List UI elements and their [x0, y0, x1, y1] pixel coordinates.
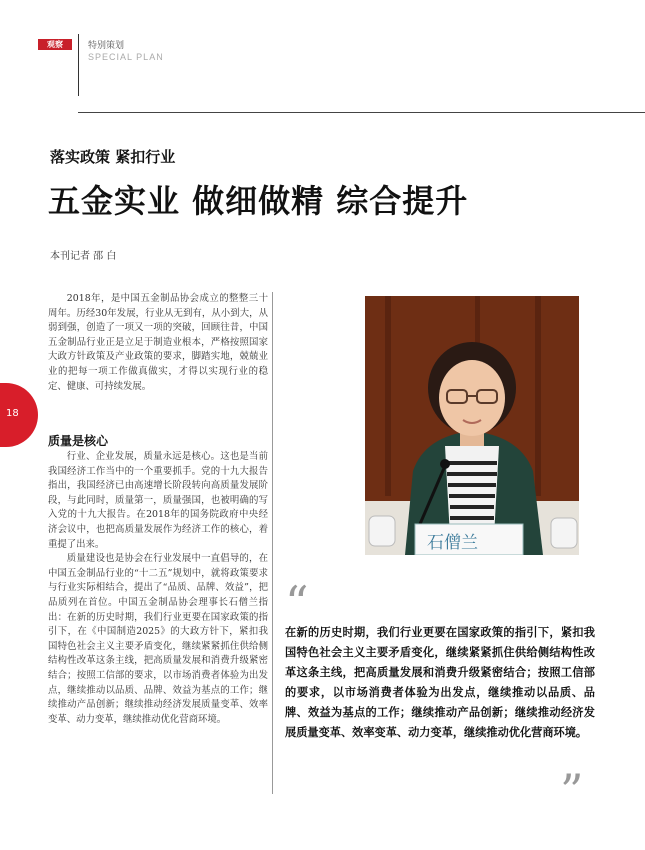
body-column-bottom — [48, 450, 268, 727]
section-tag: 观察 — [38, 39, 72, 50]
close-quote-icon: ” — [560, 764, 584, 818]
article-title: 五金实业 做细做精 综合提升 — [48, 182, 469, 220]
header-rule — [78, 112, 645, 113]
article-kicker: 落实政策 紧扣行业 — [50, 148, 176, 166]
portrait-photo — [365, 296, 579, 555]
paragraph-intro: 2018年，是中国五金制品协会成立的整整三十周年。历经30年发展，行业从无到有，从小到大，从弱到强，创造了一项又一项的突破，回顾往昔，中国五金制品行业正是立足于制造业根本，严格按照国家大政方针政策及产业政策的要求，脚踏实地，兢兢业业的把每一项工作做真做实，才得以实现行业的稳定、健康、可持续发展。 — [48, 293, 268, 392]
page-number: 18 — [6, 408, 19, 419]
pull-quote: 在新的历史时期，我们行业更要在国家政策的指引下，紧扣我国特色社会主义主要矛盾变化，继续紧紧抓住供给侧结构性改革这条主线，把高质量发展和消费升级紧密结合；按照工信部的要求，以市场消费者体验为出发点，继续推动以品质、品牌、效益为基点的工作；继续推动产品创新；继续推动经济发展质量变革、效率变革、动力变革，继续推动优化营商环境。 — [285, 626, 595, 739]
header-divider — [78, 34, 79, 96]
paragraph-quality-core: 行业、企业发展，质量永远是核心。这也是当前我国经济工作当中的一个重要抓手。党的十九大报告指出，我国经济已由高速增长阶段转向高质量发展阶段，与此同时，质量第一，质量强国，也被明确的写入党的十九大报告。在2018年的国务院政府中央经济会议中，也把高质量发展作为经济工作的核心，着重提了出来。 — [48, 451, 268, 550]
body-column-top — [48, 292, 268, 394]
article-byline: 本刊记者 邵 白 — [50, 251, 117, 262]
section-title-cn: 特别策划 — [88, 41, 125, 51]
column-divider — [272, 292, 273, 794]
subheading-quality: 质量是核心 — [48, 434, 109, 448]
portrait-illustration — [365, 296, 579, 555]
section-title-en: SPECIAL PLAN — [88, 52, 164, 62]
paragraph-quality-building: 质量建设也是协会在行业发展中一直倡导的，在中国五金制品行业的“十二五”规划中，就将政策要求与行业实际相结合，提出了“品质、品牌、效益”，把品质列在首位。中国五金制品协会理事长石僧兰指出：在新的历史时期，我们行业更要在国家政策的指引下，在《中国制造2025》的大政方针下，紧扣我国特色社会主义主要矛盾变化，继续紧紧抓住供给侧结构性改革这条主线，把高质量发展和消费升级紧密结合；按照工信部的要求，以市场消费者体验为出发点，继续推动以品质、品牌、效益为基点的工作；继续推动产品创新；继续推动经济发展质量变革、效率变革、动力变革，继续推动优化营商环境。 — [48, 553, 268, 725]
nameplate-text: 石僧兰 — [427, 533, 478, 553]
open-quote-icon: “ — [285, 576, 309, 630]
